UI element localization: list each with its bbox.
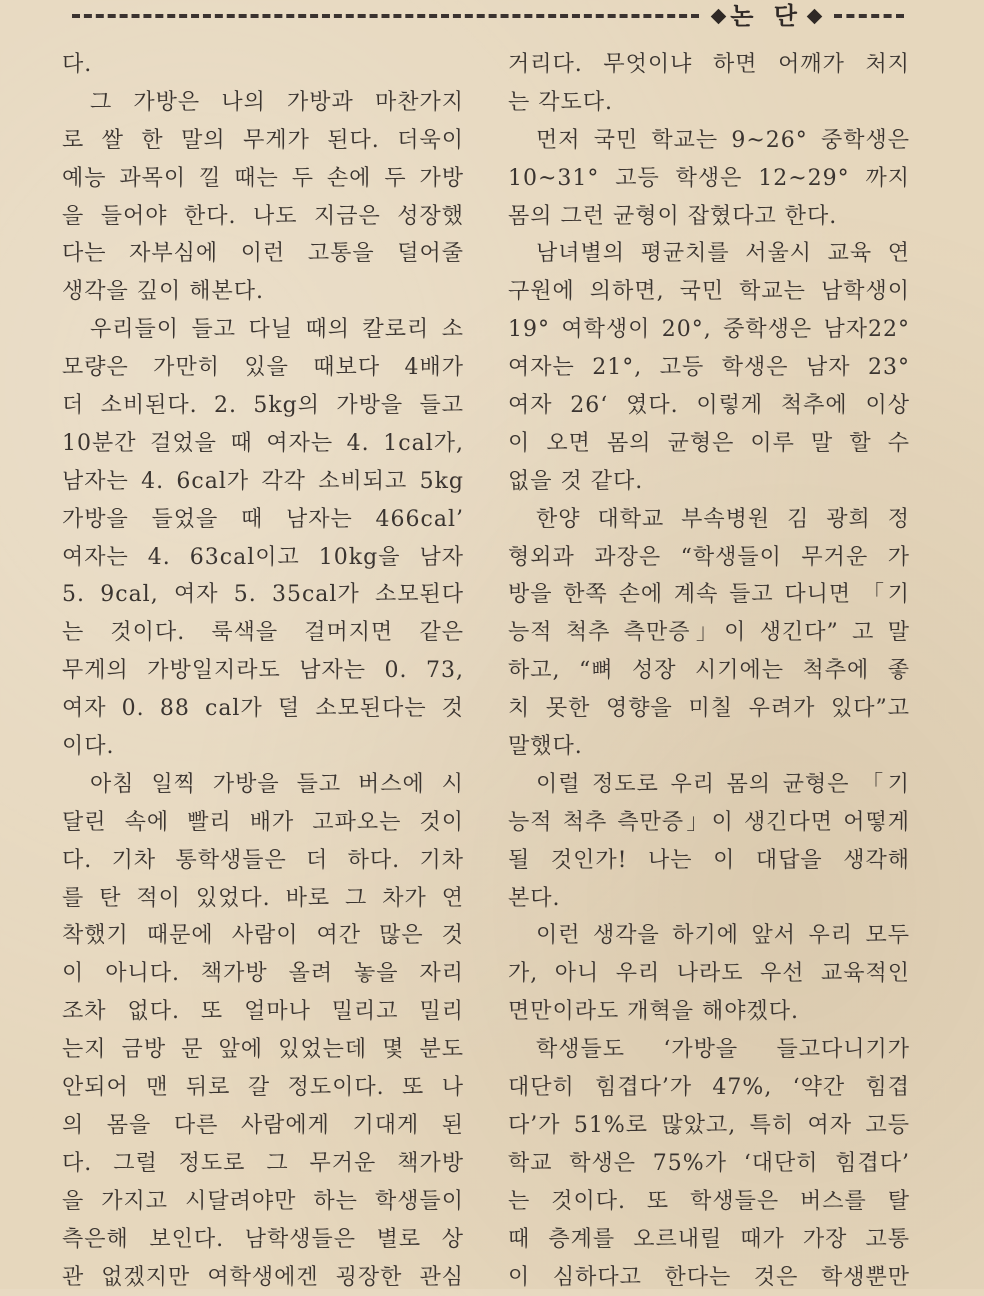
text-line: 가, 아니 우리 나라도 우선 교육적인 [508,955,910,993]
text-line: 이 오면 몸의 균형은 이루 말 할 수 [508,425,910,463]
text-line: 치 못한 영향을 미칠 우려가 있다”고 [508,690,910,728]
text-line: 말했다. [508,728,910,766]
text-line: 가방을 들었을 때 남자는 466cal’ [62,501,464,539]
text-line: 형외과 과장은 “학생들이 무거운 가 [508,539,910,577]
text-line: 이런 생각을 하기에 앞서 우리 모두 [508,917,910,955]
text-line: 관 없겠지만 여학생에겐 굉장한 관심 [62,1259,464,1296]
text-line: 다는 자부심에 이런 고통을 덜어줄 [62,235,464,273]
left-text-column [62,46,464,1296]
text-line: 조차 없다. 또 얼마나 밀리고 밀리 [62,993,464,1031]
text-line: 학생들도 ‘가방을 들고다니기가 [508,1031,910,1069]
text-line: 아침 일찍 가방을 들고 버스에 시 [62,766,464,804]
text-line: 여자는 21°, 고등 학생은 남자 23° [508,349,910,387]
text-line: 대단히 힘겹다’가 47%, ‘약간 힘겹 [508,1069,910,1107]
text-line: 이 아니다. 책가방 올려 놓을 자리 [62,955,464,993]
header-dashed-line [72,14,699,18]
text-line: 될 것인가! 나는 이 대답을 생각해 [508,842,910,880]
text-line: 여자 0. 88 cal가 덜 소모된다는 것 [62,690,464,728]
text-line: 모량은 가만히 있을 때보다 4배가 [62,349,464,387]
text-line: 19° 여학생이 20°, 중학생은 남자22° [508,311,910,349]
text-line: 그 가방은 나의 가방과 마찬가지 [62,84,464,122]
text-line: 여자는 4. 63cal이고 10kg을 남자 [62,539,464,577]
text-line: 하고, “뼈 성장 시기에는 척추에 좋 [508,652,910,690]
text-line: 10분간 걸었을 때 여자는 4. 1cal가, [62,425,464,463]
text-line: 여자 26‘ 였다. 이렇게 척추에 이상 [508,387,910,425]
text-line: 는 것이다. 또 학생들은 버스를 탈 [508,1183,910,1221]
diamond-right-icon [807,8,823,24]
text-line: 다. 그럴 정도로 그 무거운 책가방 [62,1145,464,1183]
text-line: 는 각도다. [508,84,910,122]
text-line: 를 탄 적이 있었다. 바로 그 차가 연 [62,880,464,918]
page-header-rule [72,6,904,26]
diamond-left-icon [711,8,727,24]
text-line: 을 가지고 시달려야만 하는 학생들이 [62,1183,464,1221]
text-line: 더 소비된다. 2. 5kg의 가방을 들고 [62,387,464,425]
text-line: 10~31° 고등 학생은 12~29° 까지 [508,160,910,198]
text-line: 는지 금방 문 앞에 있었는데 몇 분도 [62,1031,464,1069]
text-line: 무게의 가방일지라도 남자는 0. 73, [62,652,464,690]
text-line: 측은해 보인다. 남학생들은 별로 상 [62,1221,464,1259]
text-line: 능적 척추 측만증」이 생긴다” 고 말 [508,614,910,652]
text-line: 방을 한쪽 손에 계속 들고 다니면 「기 [508,576,910,614]
text-line: 이다. [62,728,464,766]
right-text-column [508,46,910,1296]
text-line: 면만이라도 개혁을 해야겠다. [508,993,910,1031]
text-line: 우리들이 들고 다닐 때의 칼로리 소 [62,311,464,349]
text-line: 착했기 때문에 사람이 여간 많은 것 [62,917,464,955]
text-line: 때 층계를 오르내릴 때가 가장 고통 [508,1221,910,1259]
text-line: 학교 학생은 75%가 ‘대단히 힘겹다’ [508,1145,910,1183]
text-line: 남녀별의 평균치를 서울시 교육 연 [508,235,910,273]
text-line: 구원에 의하면, 국민 학교는 남학생이 [508,273,910,311]
text-line: 이럴 정도로 우리 몸의 균형은 「기 [508,766,910,804]
text-line: 본다. [508,880,910,918]
text-line: 안되어 맨 뒤로 갈 정도이다. 또 나 [62,1069,464,1107]
text-line: 이 심하다고 한다는 것은 학생뿐만 [508,1259,910,1296]
text-line: 다. 기차 통학생들은 더 하다. 기차 [62,842,464,880]
text-line: 을 들어야 한다. 나도 지금은 성장했 [62,198,464,236]
text-line: 달린 속에 빨리 배가 고파오는 것이 [62,804,464,842]
text-line: 먼저 국민 학교는 9~26° 중학생은 [508,122,910,160]
text-line: 는 것이다. 룩색을 걸머지면 같은 [62,614,464,652]
section-title-text: 논 단 [730,6,803,26]
text-line: 예능 과목이 낄 때는 두 손에 두 가방 [62,160,464,198]
text-line: 의 몸을 다른 사람에게 기대게 된 [62,1107,464,1145]
header-dashed-tail [834,14,904,18]
text-line: 다. [62,46,464,84]
text-line: 5. 9cal, 여자 5. 35cal가 소모된다 [62,576,464,614]
text-line: 다’가 51%로 많았고, 특히 여자 고등 [508,1107,910,1145]
text-line: 남자는 4. 6cal가 각각 소비되고 5kg [62,463,464,501]
section-title [707,6,826,26]
text-line: 로 쌀 한 말의 무게가 된다. 더욱이 [62,122,464,160]
text-line: 거리다. 무엇이냐 하면 어깨가 처지 [508,46,910,84]
text-line: 없을 것 같다. [508,463,910,501]
text-line: 한양 대학교 부속병원 김 광희 정 [508,501,910,539]
text-line: 능적 척추 측만증」이 생긴다면 어떻게 [508,804,910,842]
text-line: 생각을 깊이 해본다. [62,273,464,311]
text-line: 몸의 그런 균형이 잡혔다고 한다. [508,198,910,236]
